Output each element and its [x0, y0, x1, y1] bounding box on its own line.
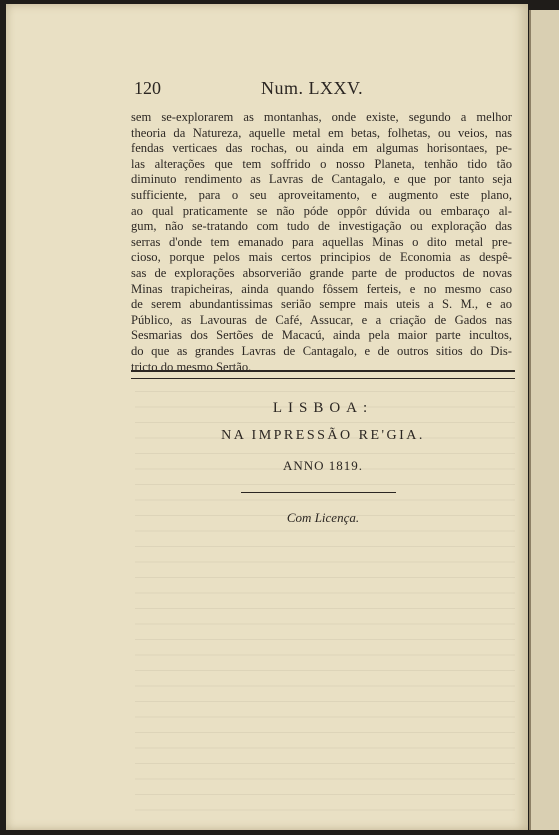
body-line: sufficiente, para o seu aproveitamento, e augmento este plano, [131, 187, 512, 202]
body-line: fendas verticaes das rochas, ou ainda em algumas horisontaes, pe- [131, 141, 512, 156]
body-line: sas de explorações absorverião grande parte de productos de novas [131, 265, 512, 280]
short-rule-divider [241, 492, 396, 493]
adjacent-page-edge [529, 10, 559, 830]
imprint-city: LISBOA: [272, 400, 374, 416]
body-line: de serem abundantissimas serião sempre mais uteis a S. M., e ao [131, 297, 512, 312]
body-line: Sesmarias dos Sertões de Macacú, ainda pela maior parte incultos, [131, 328, 512, 343]
body-line: serras d'onde tem emanado para aquellas Minas o dito metal pre- [131, 234, 512, 249]
imprint-press: NA IMPRESSÃO RE'GIA. [221, 428, 425, 443]
body-line: las alterações que tem soffrido o nosso Planeta, tenhão tido tão [131, 156, 512, 171]
body-line: Público, as Lavouras de Café, Assucar, e a criação de Gados nas [131, 312, 512, 327]
imprint-license: Com Licença. [286, 510, 360, 525]
body-paragraph [131, 110, 512, 375]
imprint-year: ANNO 1819. [282, 458, 364, 473]
body-line: tricto do mesmo Sertão. [131, 359, 252, 374]
body-line: diminuto rendimento as Lavras de Cantagalo, e que por tanto seja [131, 172, 512, 187]
body-line: gum, não se-tratando com tudo de investigação ou exploração das [131, 219, 512, 234]
issue-number: Num. LXXV. [261, 78, 364, 98]
body-line: do que as grandes Lavras de Cantagalo, e de outros sitios do Dis- [131, 343, 512, 358]
body-line: ao qual praticamente se não póde oppôr dúvida ou embaraço al- [131, 203, 512, 218]
body-line: theoria da Natureza, aquelle metal em betas, folhetas, ou veios, nas [131, 125, 512, 140]
body-line: cioso, porque pelos mais certos principios de Economia as despê- [131, 250, 512, 265]
body-line: Minas trapicheiras, ainda quando fôssem ferteis, e no mesmo caso [131, 281, 512, 296]
page-header [126, 78, 512, 100]
page-number: 120 [134, 78, 161, 98]
double-rule-divider [131, 370, 515, 379]
body-line: sem se-explorarem as montanhas, onde existe, segundo a melhor [131, 110, 512, 124]
